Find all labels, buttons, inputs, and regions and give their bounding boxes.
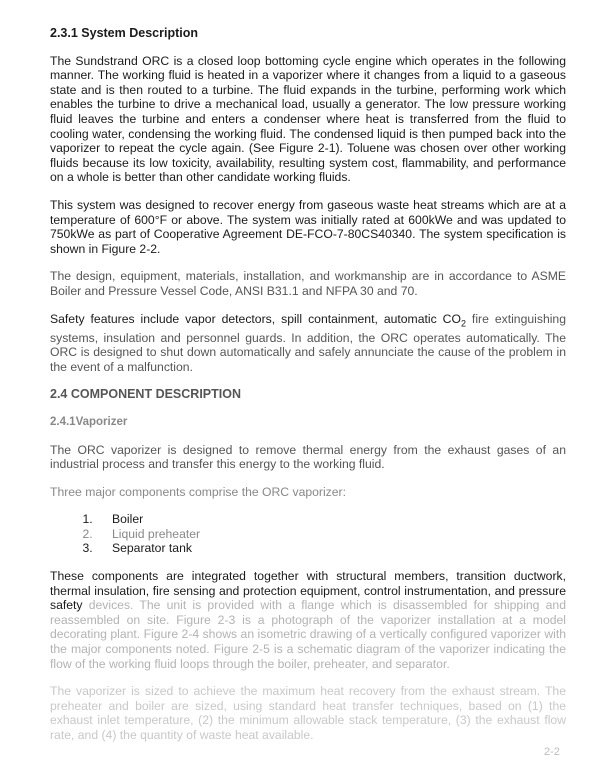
paragraph-system-rating: This system was designed to recover energy from gaseous waste heat streams which are at a temperature of 600°F or above. The system was initially rated at 600kWe and was updated to 750kWe as part of Cooperative Agreement DE-FCO-7-80CS40340. The system specification is shown in Figure 2-2. [50, 197, 566, 256]
paragraph-safety [50, 312, 566, 375]
paragraph-sizing: The vaporizer is sized to achieve the maximum heat recovery from the exhaust stream. The preheater and boiler are sized, using standard heat transfer techniques, based on (1) the exhaust inlet temperature, (2) the minimum allowable stack temperature, (3) the exhaust flow rate, and (4) the quantity of waste heat available. [50, 684, 566, 742]
paragraph-orc-operation: The Sundstrand ORC is a closed loop bottoming cycle engine which operates in the following manner. The working fluid is heated in a vaporizer where it changes from a liquid to a gaseous state and is then routed to a turbine. The fluid expands in the turbine, performing work which enables the turbine to drive a mechanical load, usually a generator. The low pressure working fluid leaves the turbine and enters a condenser where heat is transferred from the fluid to cooling water, condensing the working fluid. The condensed liquid is then pumped back into the vaporizer to repeat the cycle again. (See Figure 2-1). Toluene was chosen over other working fluids because its low toxicity, availability, resulting system cost, flammability, and performance on a whole is better than other candidate working fluids. [50, 53, 566, 185]
component-list [50, 512, 566, 556]
integration-text-b: devices. The unit is provided with a flange which is disassembled for shipping and reassembled on site. Figure 2-3 is a photograph of the vaporizer installation at a model decorating plant. Figure 2-4 shows an isometric drawing of a vertically configured vaporizer with the major components noted. Figure 2-5 is a schematic diagram of the vaporizer indicating the flow of the working fluid loops through the boiler, preheater, and separator. [50, 598, 566, 671]
page-number: 2-2 [544, 746, 560, 758]
document-body [50, 26, 566, 756]
section-heading-component-description: 2.4 COMPONENT DESCRIPTION [50, 387, 241, 402]
list-item: 3. Separator tank [96, 541, 566, 556]
list-item: 1. Boiler [96, 512, 566, 527]
subscript: 2 [460, 317, 466, 328]
safety-text-a: Safety features include vapor detectors, spill containment, automatic CO [50, 311, 461, 326]
paragraph-major-components: Three major components comprise the ORC vaporizer: [50, 484, 346, 499]
subsection-heading-vaporizer: 2.4.1Vaporizer [50, 415, 128, 428]
list-item: 2. Liquid preheater [96, 527, 566, 542]
safety-text-b: fire extinguishing systems, insulation and personnel guards. In addition, the ORC operates automatically. The ORC is designed to shut down automatically and safely annunciate the cause of the problem in the event of a malfunction. [50, 311, 566, 374]
section-heading-system-description: 2.3.1 System Description [50, 26, 198, 40]
paragraph-vaporizer-purpose: The ORC vaporizer is designed to remove thermal energy from the exhaust gases of an industrial process and transfer this energy to the working fluid. [50, 442, 566, 472]
paragraph-codes: The design, equipment, materials, installation, and workmanship are in accordance to ASME Boiler and Pressure Vessel Code, ANSI B31.1 and NFPA 30 and 70. [50, 269, 566, 298]
paragraph-integration [50, 569, 566, 671]
integration-text-a: These components are integrated together with structural members, transition ductwork, thermal insulation, fire sensing and protection equipment, control instrumentation, and pressure safety [50, 569, 566, 613]
